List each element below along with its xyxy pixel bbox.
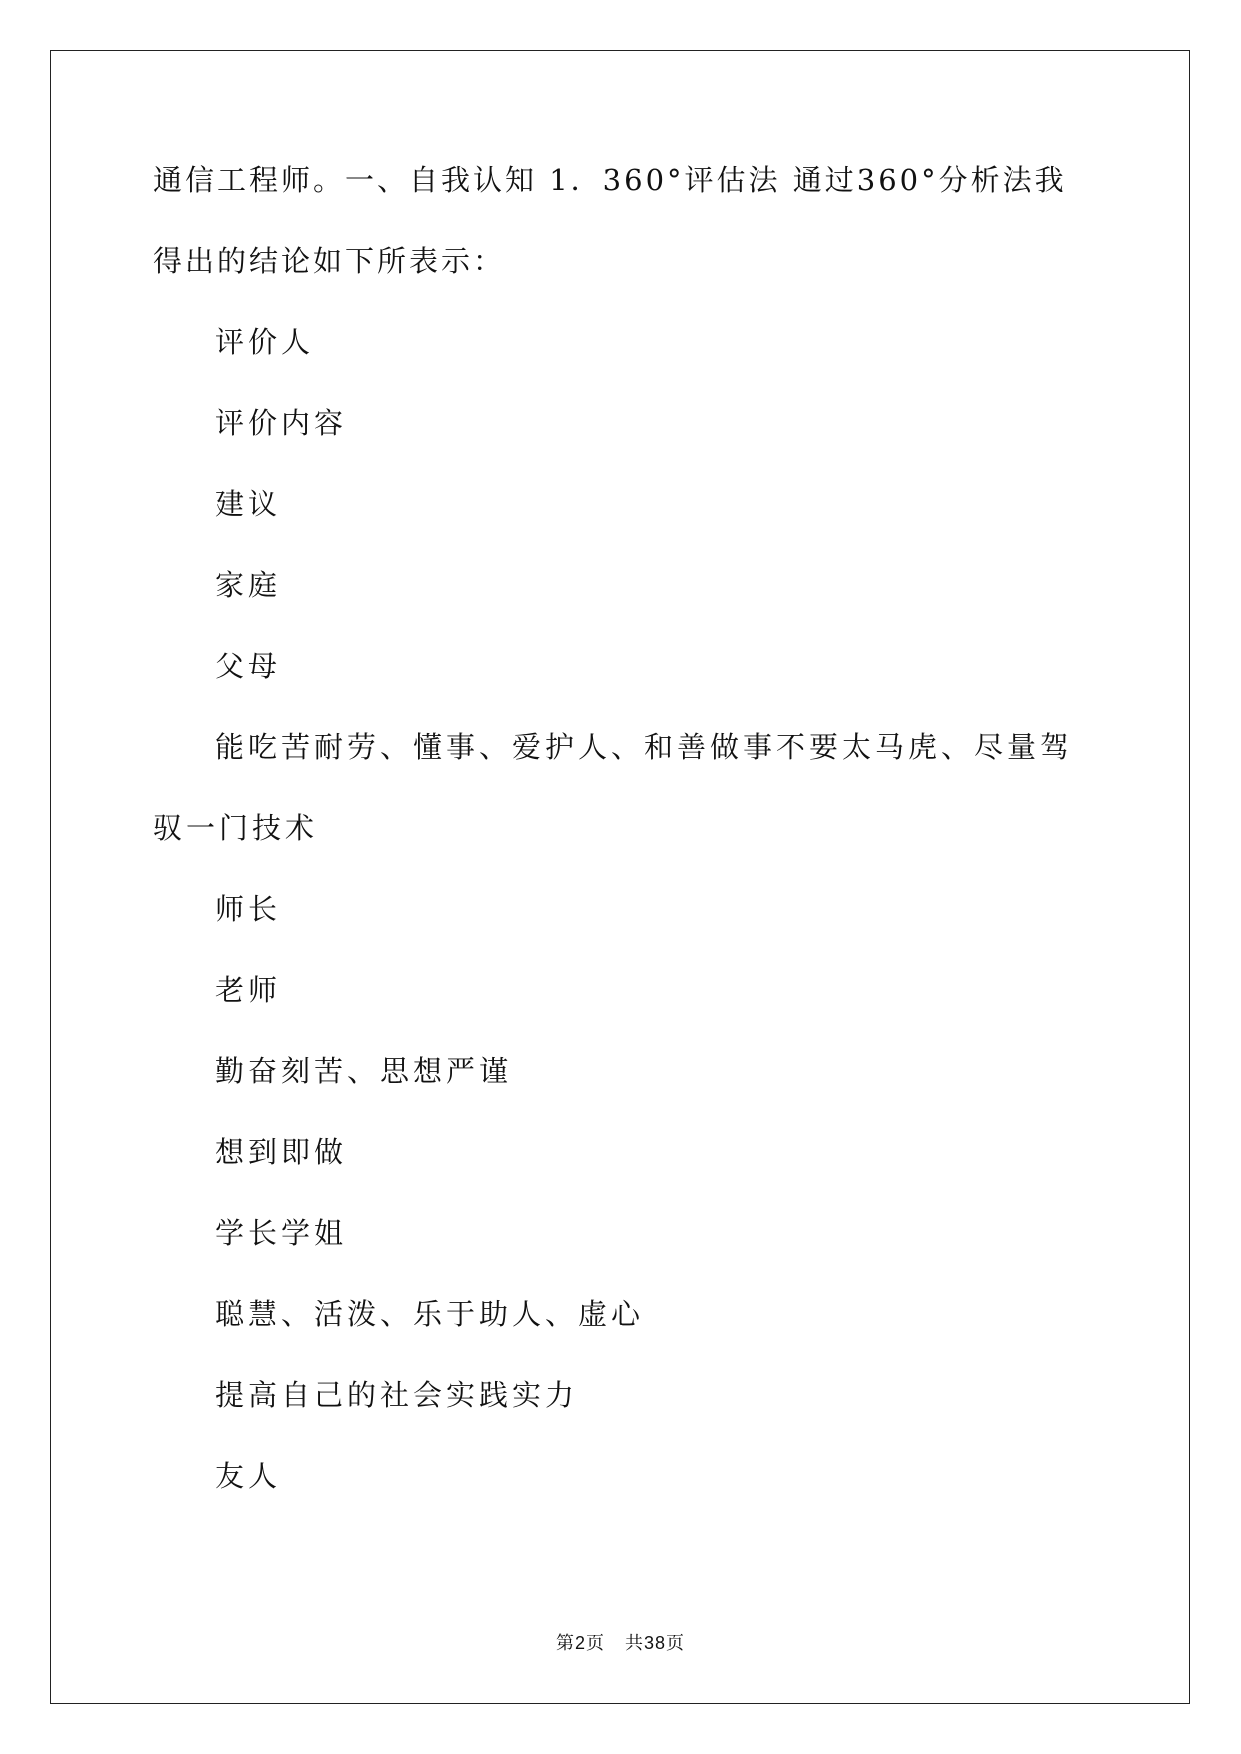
paragraph-parents-comment: 能吃苦耐劳、懂事、爱护人、和善做事不要太马虎、尽量驾驭一门技术 — [153, 730, 1074, 845]
paragraph-teacher: 老师 — [215, 973, 282, 1007]
paragraph-family: 家庭 — [215, 568, 282, 602]
paragraph-suggestion: 建议 — [215, 487, 282, 521]
total-prefix: 共 — [624, 1633, 644, 1654]
paragraph-evaluator: 评价人 — [215, 325, 315, 359]
page-number: 2 — [574, 1633, 586, 1653]
paragraph-parents: 父母 — [215, 649, 282, 683]
paragraph-evaluation-content: 评价内容 — [215, 406, 348, 440]
paragraph-seniors-comment: 聪慧、活泼、乐于助人、虚心 — [215, 1297, 645, 1331]
page-suffix: 页 — [585, 1633, 605, 1654]
total-pages: 38 — [643, 1633, 667, 1653]
paragraph-teachers-group: 师长 — [215, 892, 282, 926]
paragraph-teacher-comment: 勤奋刻苦、思想严谨 — [215, 1054, 513, 1088]
page-prefix: 第 — [555, 1633, 575, 1654]
paragraph-teacher-suggestion: 想到即做 — [215, 1135, 348, 1169]
document-body — [153, 160, 1093, 1517]
paragraph-friends: 友人 — [215, 1459, 282, 1493]
paragraph-seniors: 学长学姐 — [215, 1216, 348, 1250]
page-footer — [0, 1629, 1241, 1655]
paragraph-intro: 通信工程师。一、自我认知 1．360°评估法 通过360°分析法我得出的结论如下所表示： — [153, 163, 1067, 278]
paragraph-seniors-suggestion: 提高自己的社会实践实力 — [215, 1378, 579, 1412]
total-suffix: 页 — [666, 1633, 686, 1654]
